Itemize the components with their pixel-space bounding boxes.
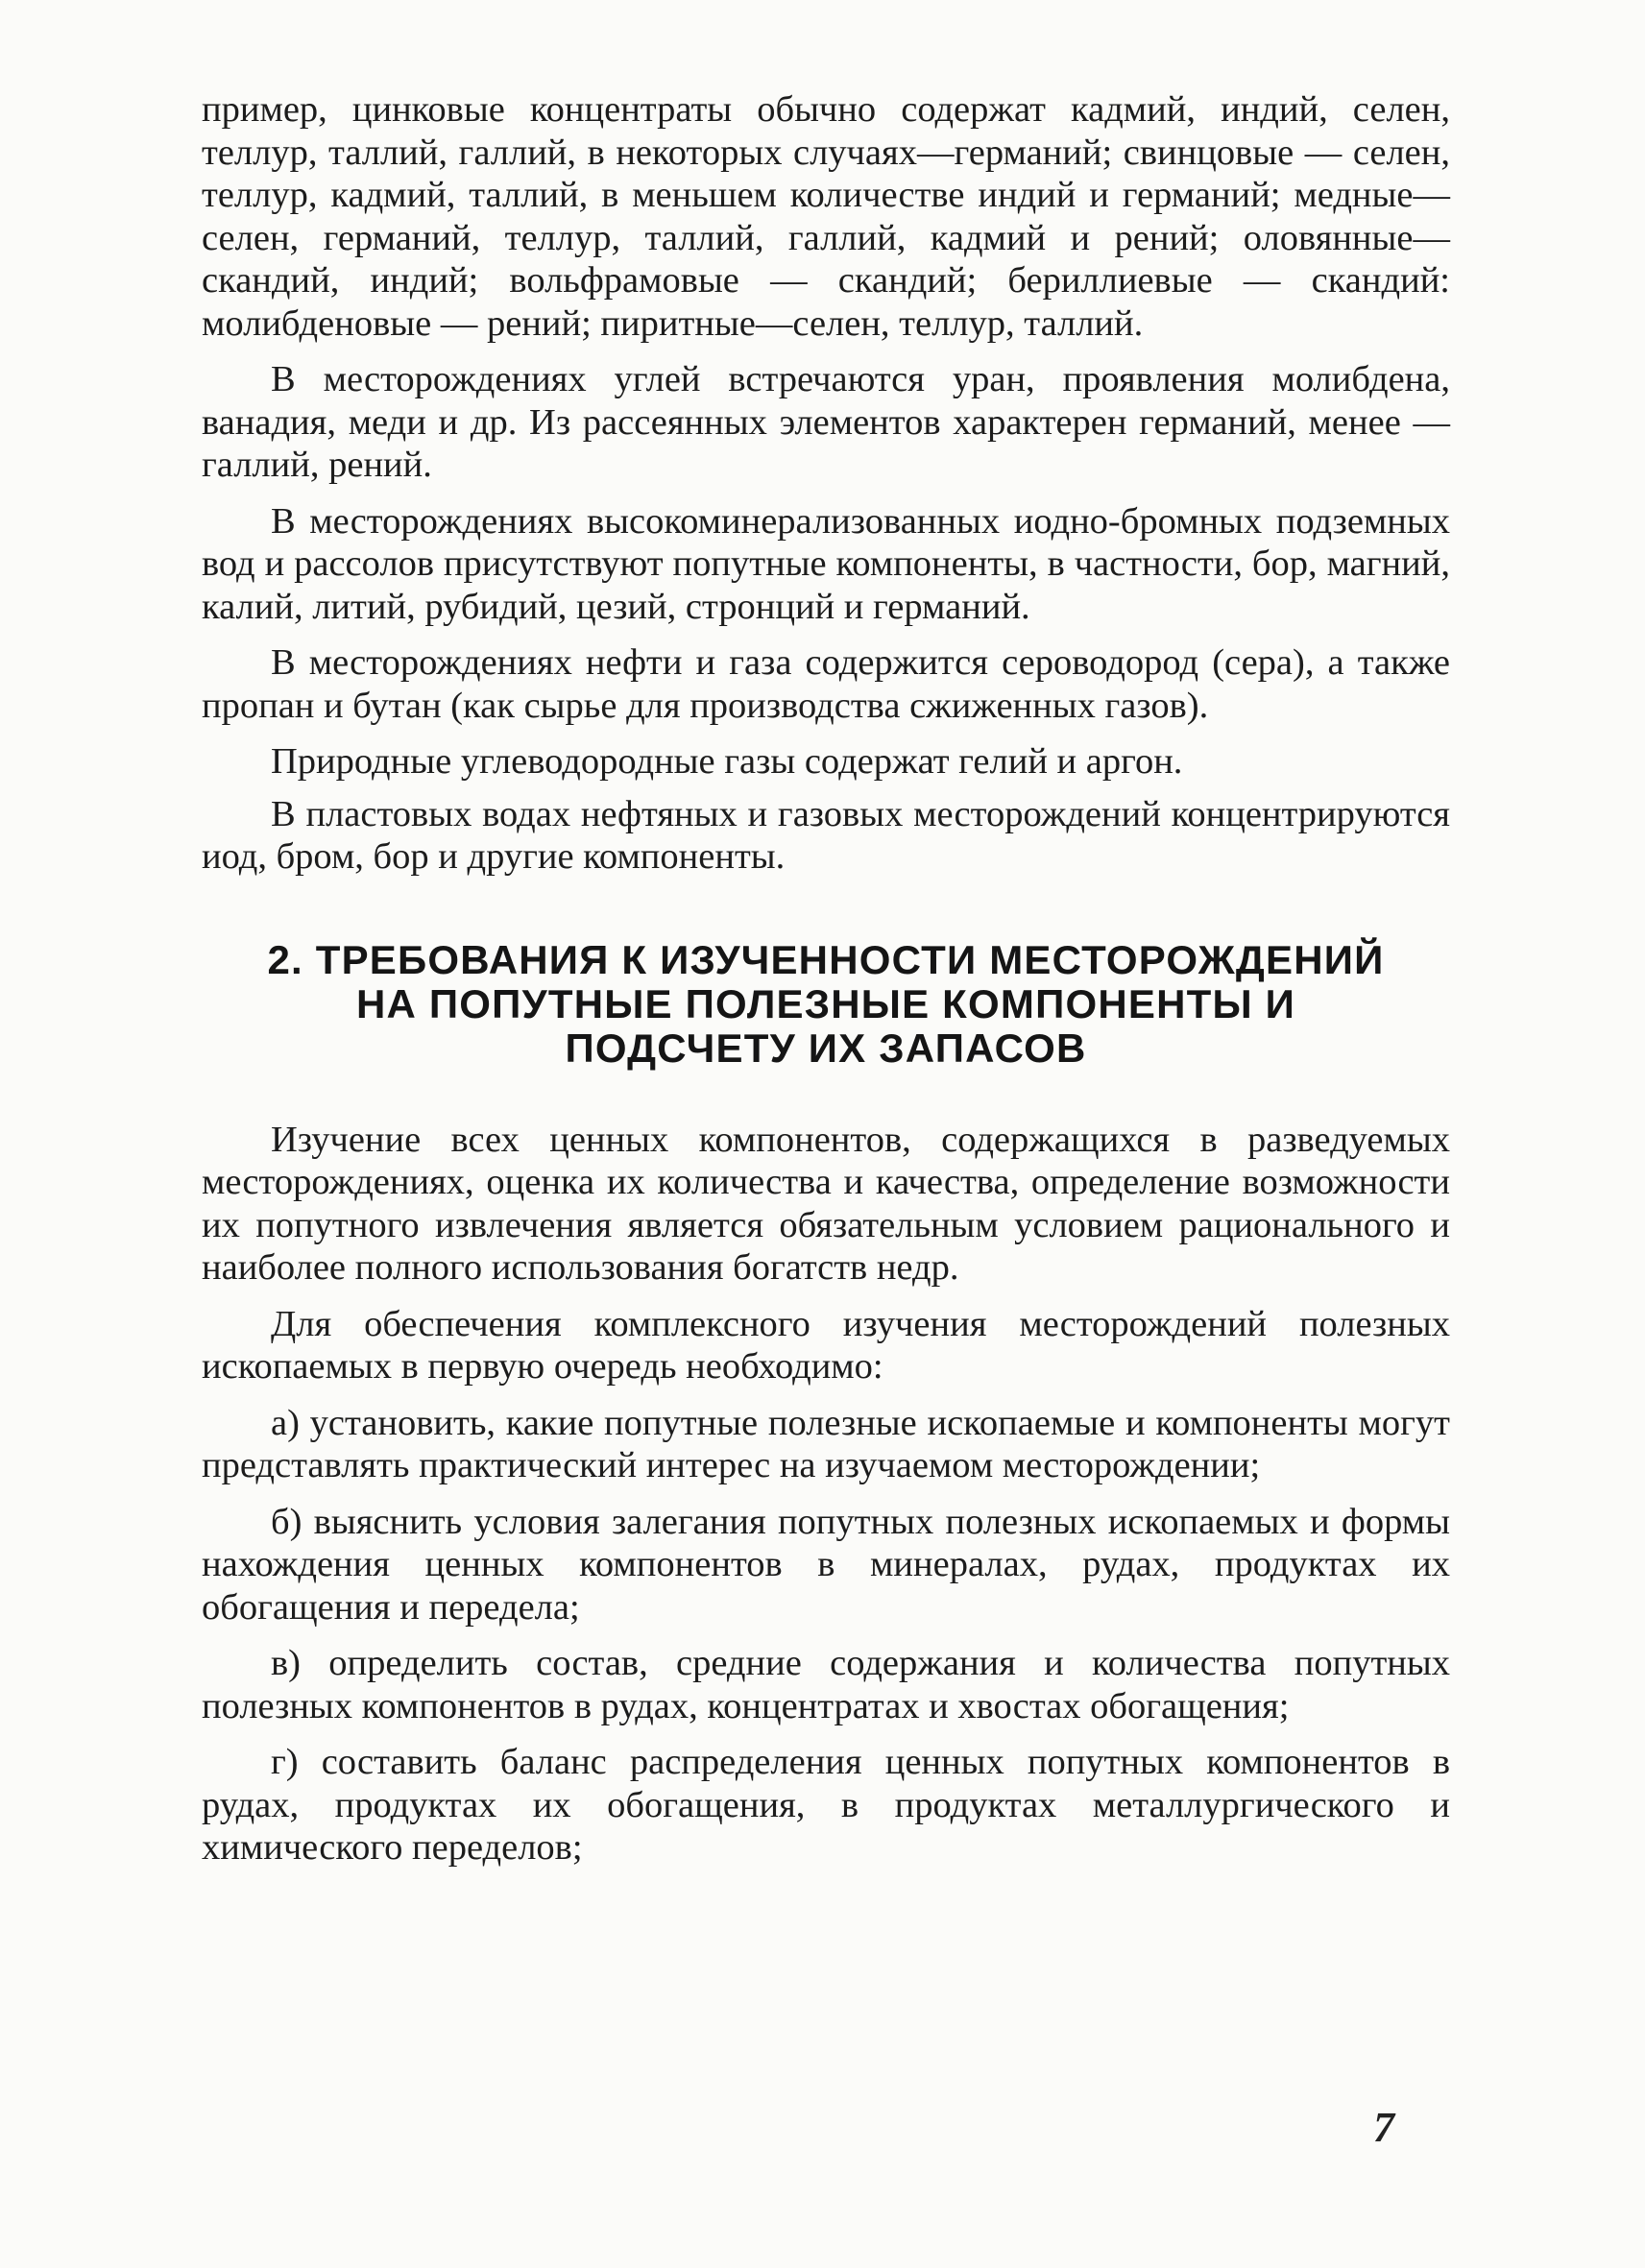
paragraph-ore-concentrates: пример, цинковые концентраты обычно содержат кадмий, индий, селен, теллур, таллий, галлий, в некоторых случаях—германий; свинцовые — селен, теллур, кадмий, таллий, в меньшем количестве индий и германий; медные—селен, германий, теллур, таллий, галлий, кадмий и рений; оловянные—скандий, индий; вольфрамовые — скандий; бериллиевые — скандий: молибденовые — рений; пиритные—селен, теллур, таллий.	[202, 89, 1450, 344]
paragraph-study-of-components: Изучение всех ценных компонентов, содержащихся в разведуемых месторождениях, оценка их количества и качества, определение возможности их попутного извлечения является обязательным условием рационального и наиболее полного использования богатств недр.	[202, 1119, 1450, 1288]
section-heading	[202, 938, 1450, 1071]
document-page	[202, 88, 1450, 1883]
list-item-b: б) выяснить условия залегания попутных полезных ископаемых и формы нахождения ценных компонентов в минералах, рудах, продуктах их обогащения и передела;	[202, 1501, 1450, 1628]
section-heading-line-3: ПОДСЧЕТУ ИХ ЗАПАСОВ	[565, 1025, 1087, 1071]
paragraph-oil-gas: В месторождениях нефти и газа содержится сероводород (сера), а также пропан и бутан (как сырье для производства сжиженных газов).	[202, 642, 1450, 726]
page-number: 7	[1373, 2104, 1394, 2151]
section-heading-line-1: 2. ТРЕБОВАНИЯ К ИЗУЧЕННОСТИ МЕСТОРОЖДЕНИЙ	[267, 936, 1385, 982]
paragraph-brine-waters: В месторождениях высокоминерализованных иодно-бромных подземных вод и рассолов присутствуют попутные компоненты, в частности, бор, магний, калий, литий, рубидий, цезий, стронций и германий.	[202, 500, 1450, 627]
paragraph-formation-waters: В пластовых водах нефтяных и газовых месторождений концентрируются иод, бром, бор и другие компоненты.	[202, 793, 1450, 877]
section-heading-line-2: НА ПОПУТНЫЕ ПОЛЕЗНЫЕ КОМПОНЕНТЫ И	[355, 980, 1296, 1026]
paragraph-natural-gases: Природные углеводородные газы содержат гелий и аргон.	[271, 741, 1183, 782]
paragraph-coal-deposits: В месторождениях углей встречаются уран, проявления молибдена, ванадия, меди и др. Из рассеянных элементов характерен германий, менее — галлий, рений.	[202, 359, 1450, 485]
list-item-g: г) составить баланс распределения ценных попутных компонентов в рудах, продуктах их обогащения, в продуктах металлургического и химического переделов;	[202, 1742, 1450, 1868]
list-item-v: в) определить состав, средние содержания и количества попутных полезных компонентов в рудах, концентратах и хвостах обогащения;	[202, 1643, 1450, 1726]
paragraph-complex-study-intro: Для обеспечения комплексного изучения месторождений полезных ископаемых в первую очередь необходимо:	[202, 1303, 1450, 1387]
list-item-a: а) установить, какие попутные полезные ископаемые и компоненты могут представлять практический интерес на изучаемом месторождении;	[202, 1402, 1450, 1485]
